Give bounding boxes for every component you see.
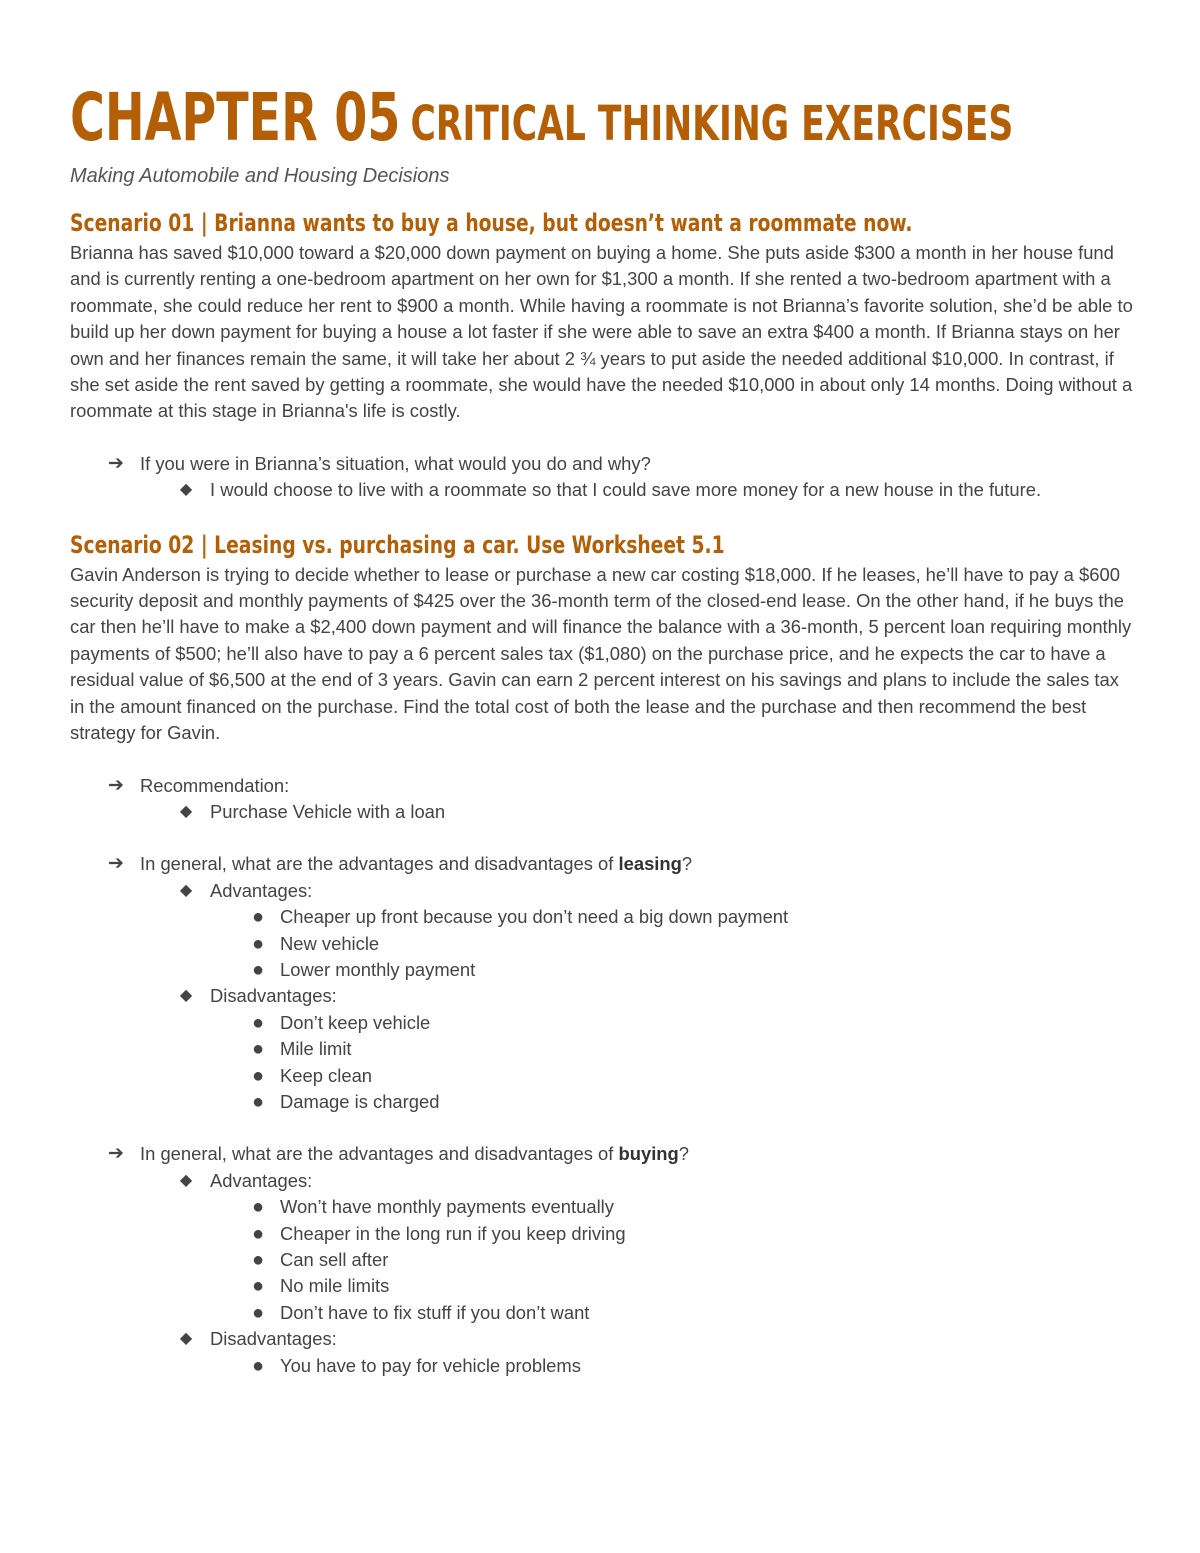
list-item bbox=[108, 451, 1135, 504]
spacer bbox=[70, 425, 1135, 451]
leasing-disadvantages-label: Disadvantages: bbox=[210, 985, 337, 1007]
dot-bullet-icon: ● bbox=[251, 1301, 265, 1324]
list-item bbox=[251, 1247, 1135, 1273]
leasing-disadvantage-item: Don’t keep vehicle bbox=[280, 1011, 431, 1033]
leasing-question-suffix: ? bbox=[681, 853, 693, 875]
leasing-question-prefix: In general, what are the advantages and disadvantages of bbox=[140, 853, 619, 875]
buying-advantage-item: Can sell after bbox=[280, 1249, 389, 1270]
dot-bullet-icon: ● bbox=[251, 1249, 265, 1271]
recommendation-label: Recommendation: bbox=[140, 774, 290, 796]
leasing-advantage-item: Lower monthly payment bbox=[280, 958, 476, 980]
leasing-advantage-item: Cheaper up front because you don’t need a big down payment bbox=[280, 906, 789, 928]
list-item bbox=[179, 477, 1135, 503]
list-item bbox=[251, 1194, 1135, 1220]
diamond-bullet-icon: ◆ bbox=[179, 881, 193, 899]
recommendation-sublist bbox=[140, 799, 1135, 825]
list-item bbox=[179, 983, 1135, 1115]
dot-bullet-icon: ● bbox=[251, 1222, 265, 1245]
list-item bbox=[251, 957, 1135, 983]
page-title bbox=[70, 78, 1014, 158]
buying-question-keyword: buying bbox=[618, 1143, 679, 1165]
list-item bbox=[179, 799, 1135, 825]
list-item bbox=[108, 773, 1135, 826]
buying-sublist bbox=[140, 1168, 1135, 1379]
list-item bbox=[108, 851, 1135, 1115]
buying-list bbox=[70, 1141, 1135, 1379]
title-rest: CRITICAL THINKING EXERCISES bbox=[410, 96, 1014, 152]
scenario-1-answer: I would choose to live with a roommate so that I could save more money for a new house in the future. bbox=[210, 479, 1042, 501]
buying-question bbox=[140, 1143, 689, 1164]
scenario-1-answer-list bbox=[140, 477, 1135, 503]
diamond-bullet-icon: ◆ bbox=[179, 987, 193, 1005]
dot-bullet-icon: ● bbox=[251, 932, 265, 955]
list-item bbox=[251, 1353, 1135, 1379]
list-item bbox=[108, 1141, 1135, 1379]
scenario-1-list bbox=[70, 451, 1135, 504]
leasing-sublist bbox=[140, 878, 1135, 1116]
buying-question-suffix: ? bbox=[678, 1143, 690, 1165]
scenario-1-heading: Scenario 01 | Brianna wants to buy a house, but doesn’t want a roommate now. bbox=[70, 209, 913, 237]
leasing-list bbox=[70, 851, 1135, 1115]
buying-disadvantage-item: You have to pay for vehicle problems bbox=[280, 1354, 581, 1376]
arrow-bullet-icon: ➔ bbox=[108, 1143, 124, 1165]
list-item bbox=[251, 1063, 1135, 1089]
list-item bbox=[179, 1168, 1135, 1326]
list-item bbox=[251, 1273, 1135, 1299]
arrow-bullet-icon: ➔ bbox=[108, 774, 124, 796]
leasing-disadvantages bbox=[210, 1010, 1135, 1116]
dot-bullet-icon: ● bbox=[251, 906, 265, 929]
list-item bbox=[251, 1300, 1135, 1326]
arrow-bullet-icon: ➔ bbox=[108, 452, 124, 474]
scenario-1-body: Brianna has saved $10,000 toward a $20,000 down payment on buying a home. She puts aside $300 a month in her house fund and is currently renting a one-bedroom apartment on her own for $1,300 a month. If she rented a two-bedroom apartment with a roommate, she could reduce her rent to $900 a month. While having a roommate is not Brianna’s favorite solution, she’d be able to build up her down payment for buying a house a lot faster if she were able to save an extra $400 a month. If Brianna stays on her own and her finances remain the same, it will take her about 2 ¾ years to put aside the needed additional $10,000. In contrast, if she set aside the rent saved by getting a roommate, she would have the needed $10,000 in about only 14 months. Doing without a roommate at this stage in Brianna's life is costly. bbox=[70, 242, 1133, 422]
buying-disadvantages bbox=[210, 1353, 1135, 1379]
buying-advantage-item: Don’t have to fix stuff if you don’t want bbox=[280, 1301, 590, 1323]
list-item bbox=[251, 931, 1135, 957]
buying-advantage-item: No mile limits bbox=[280, 1275, 390, 1297]
document-content bbox=[70, 78, 1135, 1379]
leasing-advantage-item: New vehicle bbox=[280, 932, 380, 954]
spacer bbox=[70, 1115, 1135, 1141]
dot-bullet-icon: ● bbox=[251, 1354, 265, 1377]
scenario-2-heading: Scenario 02 | Leasing vs. purchasing a car. Use Worksheet 5.1 bbox=[70, 530, 725, 559]
list-item bbox=[179, 878, 1135, 984]
dot-bullet-icon: ● bbox=[251, 1038, 265, 1061]
arrow-bullet-icon: ➔ bbox=[108, 853, 124, 875]
dot-bullet-icon: ● bbox=[251, 1011, 265, 1034]
diamond-bullet-icon: ◆ bbox=[179, 481, 193, 499]
dot-bullet-icon: ● bbox=[251, 1196, 265, 1219]
leasing-advantages bbox=[210, 904, 1135, 983]
leasing-disadvantage-item: Keep clean bbox=[280, 1064, 373, 1086]
leasing-question-keyword: leasing bbox=[618, 853, 682, 875]
buying-question-prefix: In general, what are the advantages and disadvantages of bbox=[140, 1143, 619, 1165]
buying-advantage-item: Cheaper in the long run if you keep driving bbox=[280, 1222, 626, 1244]
buying-disadvantages-label: Disadvantages: bbox=[210, 1328, 337, 1350]
buying-advantages-label: Advantages: bbox=[210, 1169, 313, 1191]
recommendation-list bbox=[70, 773, 1135, 826]
dot-bullet-icon: ● bbox=[251, 1090, 265, 1113]
leasing-question bbox=[140, 853, 692, 874]
dot-bullet-icon: ● bbox=[251, 1064, 265, 1087]
list-item bbox=[251, 1221, 1135, 1247]
list-item bbox=[251, 1010, 1135, 1036]
list-item bbox=[251, 1036, 1135, 1062]
spacer bbox=[70, 747, 1135, 773]
scenario-2-body: Gavin Anderson is trying to decide whether to lease or purchase a new car costing $18,000. If he leases, he’ll have to pay a $600 security deposit and monthly payments of $425 over the 36-month term of the closed-end lease. On the other hand, if he buys the car then he’ll have to make a $2,400 down payment and will finance the balance with a 36-month, 5 percent loan requiring monthly payments of $500; he’ll also have to pay a 6 percent sales tax ($1,080) on the purchase price, and he expects the car to have a residual value of $6,500 at the end of 3 years. Gavin can earn 2 percent interest on his savings and plans to include the sales tax in the amount financed on the purchase. Find the total cost of both the lease and the purchase and then recommend the best strategy for Gavin. bbox=[70, 563, 1132, 744]
list-item bbox=[179, 1326, 1135, 1379]
leasing-advantages-label: Advantages: bbox=[210, 879, 313, 901]
spacer bbox=[70, 825, 1135, 851]
scenario-1-question: If you were in Brianna’s situation, what would you do and why? bbox=[140, 452, 651, 474]
dot-bullet-icon: ● bbox=[251, 958, 265, 981]
buying-advantage-item: Won’t have monthly payments eventually bbox=[280, 1196, 614, 1218]
page-subtitle: Making Automobile and Housing Decisions bbox=[70, 165, 450, 187]
list-item bbox=[251, 1089, 1135, 1115]
diamond-bullet-icon: ◆ bbox=[179, 1171, 193, 1189]
dot-bullet-icon: ● bbox=[251, 1275, 265, 1298]
diamond-bullet-icon: ◆ bbox=[179, 802, 193, 820]
recommendation-text: Purchase Vehicle with a loan bbox=[210, 800, 446, 822]
buying-advantages bbox=[210, 1194, 1135, 1326]
diamond-bullet-icon: ◆ bbox=[179, 1330, 193, 1348]
leasing-disadvantage-item: Damage is charged bbox=[280, 1090, 440, 1112]
leasing-disadvantage-item: Mile limit bbox=[280, 1038, 352, 1060]
list-item bbox=[251, 904, 1135, 930]
title-chapter: CHAPTER 05 bbox=[70, 79, 401, 156]
